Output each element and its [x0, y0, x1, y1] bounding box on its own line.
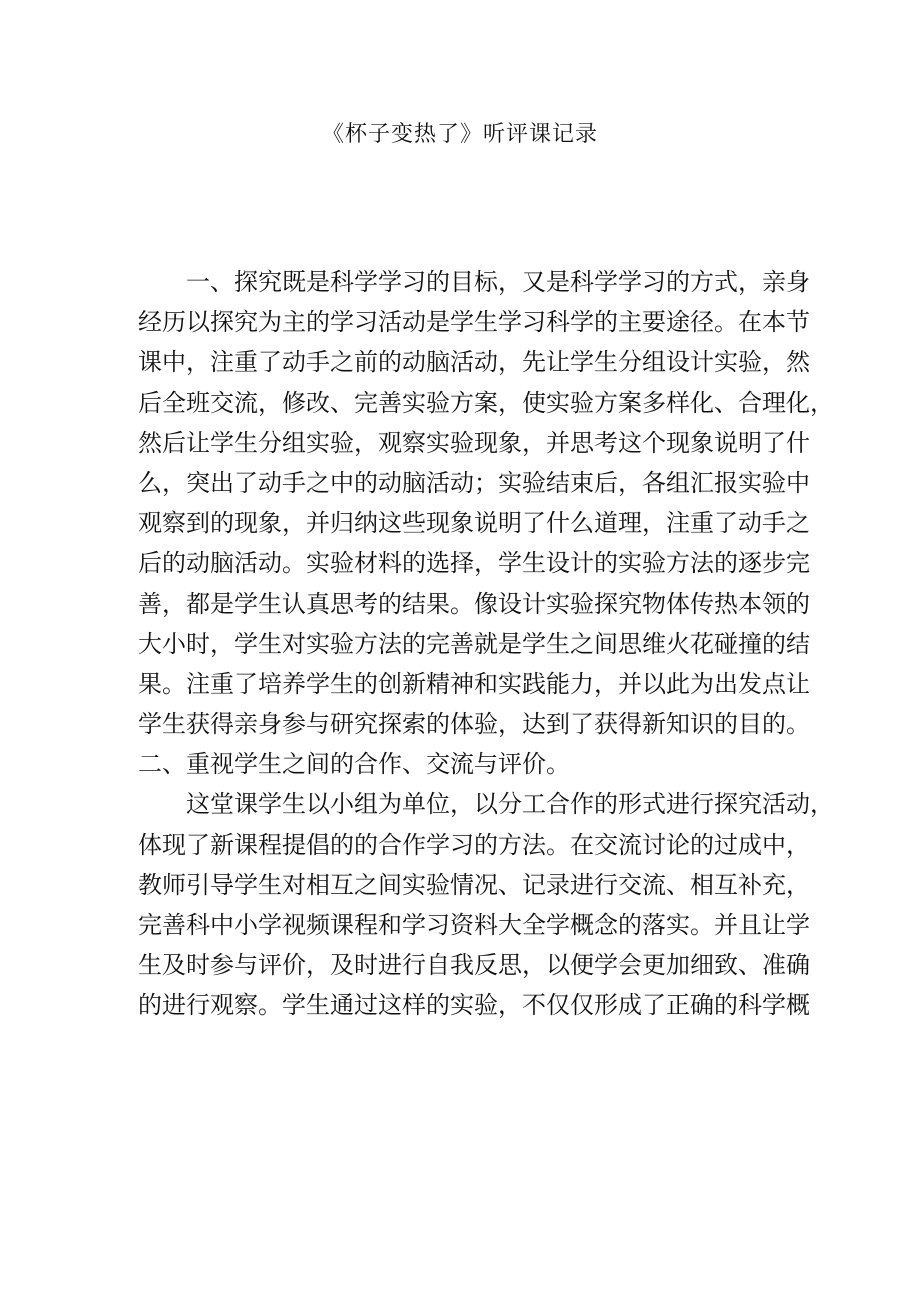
paragraph-line: 善，都是学生认真思考的结果。像设计实验探究物体传热本领的	[138, 589, 810, 618]
paragraph-line: 后的动脑活动。实验材料的选择，学生设计的实验方法的逐步完	[138, 549, 810, 578]
paragraph-line: 课中，注重了动手之前的动脑活动，先让学生分组设计实验，然	[138, 348, 810, 377]
paragraph-line: 生及时参与评价，及时进行自我反思，以便学会更加细致、准确	[138, 951, 810, 980]
paragraph-line: 教师引导学生对相互之间实验情况、记录进行交流、相互补充，	[138, 870, 810, 899]
section-heading: 二、重视学生之间的合作、交流与评价。	[138, 750, 570, 779]
paragraph-line: 一、探究既是科学学习的目标，又是科学学习的方式，亲身	[186, 268, 810, 296]
paragraph-line: 果。注重了培养学生的创新精神和实践能力，并以此为出发点让	[138, 669, 810, 698]
paragraph-line: 观察到的现象，并归纳这些现象说明了什么道理，注重了动手之	[138, 509, 810, 538]
document-title: 《杯子变热了》听评课记录	[321, 122, 598, 147]
paragraph-line: 经历以探究为主的学习活动是学生学习科学的主要途径。在本节	[138, 308, 810, 337]
paragraph-line: 体现了新课程提倡的的合作学习的方法。在交流讨论的过成中，	[138, 830, 810, 859]
paragraph-line: 完善科中小学视频课程和学习资料大全学概念的落实。并且让学	[138, 911, 810, 939]
paragraph-line: 的进行观察。学生通过这样的实验，不仅仅形成了正确的科学概	[138, 991, 810, 1020]
document-body	[138, 262, 834, 1026]
paragraph-line: 后全班交流，修改、完善实验方案，使实验方案多样化、合理化，	[138, 388, 834, 417]
paragraph-line: 大小时，学生对实验方法的完善就是学生之间思维火花碰撞的结	[138, 629, 810, 658]
paragraph-line: 然后让学生分组实验，观察实验现象，并思考这个现象说明了什	[138, 428, 810, 457]
paragraph-line: 学生获得亲身参与研究探索的体验，达到了获得新知识的目的。	[138, 710, 810, 739]
paragraph-line: 这堂课学生以小组为单位，以分工合作的形式进行探究活动，	[186, 790, 834, 819]
paragraph-line: 么，突出了动手之中的动脑活动；实验结束后，各组汇报实验中	[138, 468, 810, 497]
